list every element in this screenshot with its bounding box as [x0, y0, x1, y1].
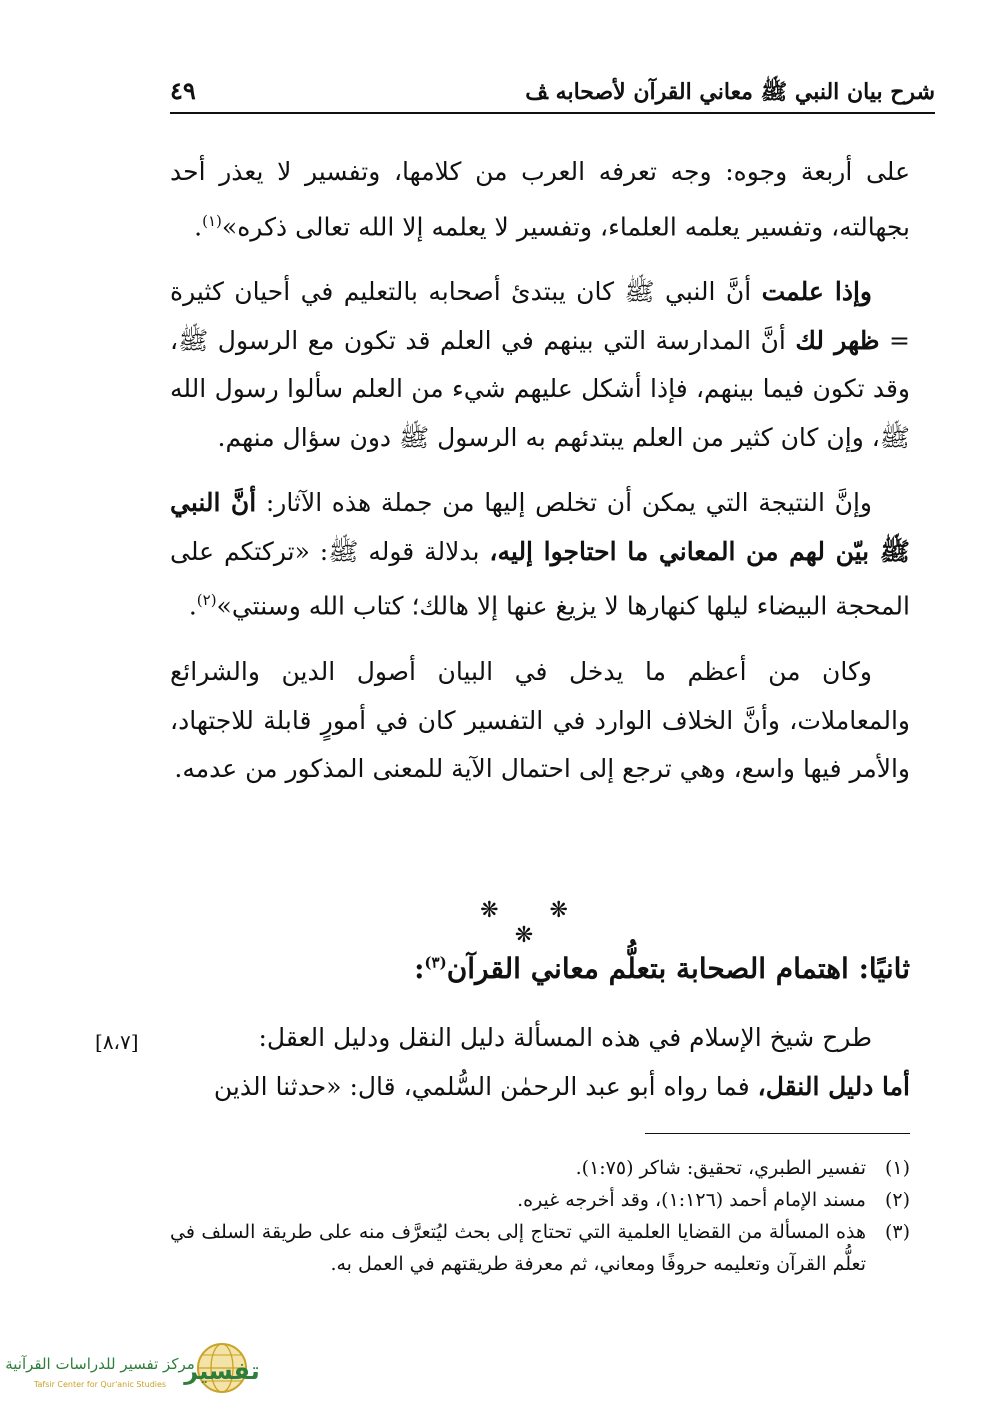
header-title: شرح بيان النبي ﷺ معاني القرآن لأصحابه ﭫ — [525, 79, 935, 105]
footnote-text: مسند الإمام أحمد (١:١٢٦)، وقد أخرجه غيره. — [517, 1189, 866, 1211]
logo-arabic-name: مركز تفسير للدراسات القرآنية — [5, 1355, 195, 1373]
footnote-ref-1: (١) — [202, 211, 222, 230]
paragraph-2-equals: = — [889, 325, 910, 355]
tafsir-center-logo — [0, 1335, 270, 1403]
footnote-divider — [645, 1133, 910, 1134]
logo-word: تفسير — [184, 1357, 260, 1385]
paragraph-3-text-2: بدلالة قوله ﷺ: «تركتكم على المحجة البيضاء ليلها كنهارها لا يزيغ عنها إلا هالك؛ كتاب الله وسنتي» — [170, 536, 910, 621]
paragraph-2 — [170, 268, 910, 462]
section-separator: ❋ ❋ ❋ — [480, 898, 590, 948]
paragraph-2-text-1: أنَّ النبي ﷺ كان يبتدئ أصحابه بالتعليم في أحيان كثيرة — [170, 277, 762, 307]
paragraph-3 — [170, 479, 910, 631]
footnote-item — [170, 1184, 910, 1216]
paragraph-1-line-2: بجهالته، وتفسير يعلمه العلماء، وتفسير لا يعلمه إلا الله تعالى ذكره» — [221, 211, 910, 241]
section-body-line-1: طرح شيخ الإسلام في هذه المسألة دليل النقل ودليل العقل: — [258, 1023, 872, 1052]
section-heading-text: ثانيًا: اهتمام الصحابة بتعلُّم معاني القرآن — [446, 952, 910, 985]
paragraph-2-text-2: أنَّ المدارسة التي بينهم في العلم قد تكون مع الرسول ﷺ، وقد تكون فيما بينهم، فإذا أشكل عليهم شيء من العلم سألوا رسول الله ﷺ، وإن كان كثير من العلم يبتدئهم به الرسول ﷺ دون سؤال منهم. — [170, 325, 910, 452]
footnote-number: (٢) — [884, 1189, 910, 1211]
paragraph-1-line-1: على أربعة وجوه: وجه تعرفه العرب من كلامها، وتفسير لا يعذر أحد — [170, 157, 910, 186]
footnote-number: (١) — [884, 1157, 910, 1179]
section-body-text: فما رواه أبو عبد الرحمٰن السُّلمي، قال: «حدثنا الذين — [213, 1071, 758, 1101]
paragraph-1 — [170, 148, 910, 251]
footnote-ref-2: (٢) — [196, 591, 217, 610]
footnotes — [170, 1152, 910, 1280]
footnote-item — [170, 1216, 910, 1280]
paragraph-3-bold: أنَّ النبي ﷺ بيّن لهم من المعاني ما احتاجوا إليه، — [170, 488, 911, 566]
footnote-text: تفسير الطبري، تحقيق: شاكر (١:٧٥). — [575, 1157, 866, 1179]
paragraph-3-text-1: وإنَّ النتيجة التي يمكن أن تخلص إليها من جملة هذه الآثار: — [256, 488, 872, 518]
paragraph-2-bold-2: ظهر لك — [795, 325, 880, 355]
paragraph-2-bold-1: وإذا علمت — [761, 277, 872, 307]
paragraph-3-end: . — [188, 591, 197, 621]
footnote-number: (٣) — [884, 1221, 910, 1243]
section-body — [170, 1014, 910, 1111]
logo-english-name: Tafsir Center for Qur'anic Studies — [33, 1380, 167, 1389]
footnote-text: هذه المسألة من القضايا العلمية التي تحتاج إلى بحث ليُتعرَّف منه على طريقة السلف في تعلُّم القرآن وتعليمه حروفًا ومعاني، ثم معرفة طريقتهم في العمل به. — [170, 1221, 866, 1275]
footnote-ref-3: (٣) — [424, 953, 447, 972]
paragraph-1-end: . — [194, 211, 203, 241]
margin-reference: [٨،٧] — [95, 1030, 139, 1054]
page-number: ٤٩ — [170, 76, 196, 105]
section-heading — [170, 952, 910, 985]
main-text — [170, 148, 910, 794]
footnote-item — [170, 1152, 910, 1184]
running-header — [170, 72, 935, 114]
section-heading-colon: : — [414, 952, 425, 985]
section-body-line-2 — [170, 1063, 910, 1112]
section-body-bold: أما دليل النقل، — [757, 1071, 910, 1101]
paragraph-4: وكان من أعظم ما يدخل في البيان أصول الدين والشرائع والمعاملات، وأنَّ الخلاف الوارد في التفسير كان في أمورٍ قابلة للاجتهاد، والأمر فيها واسع، وهي ترجع إلى احتمال الآية للمعنى المذكور من عدمه. — [170, 657, 910, 784]
